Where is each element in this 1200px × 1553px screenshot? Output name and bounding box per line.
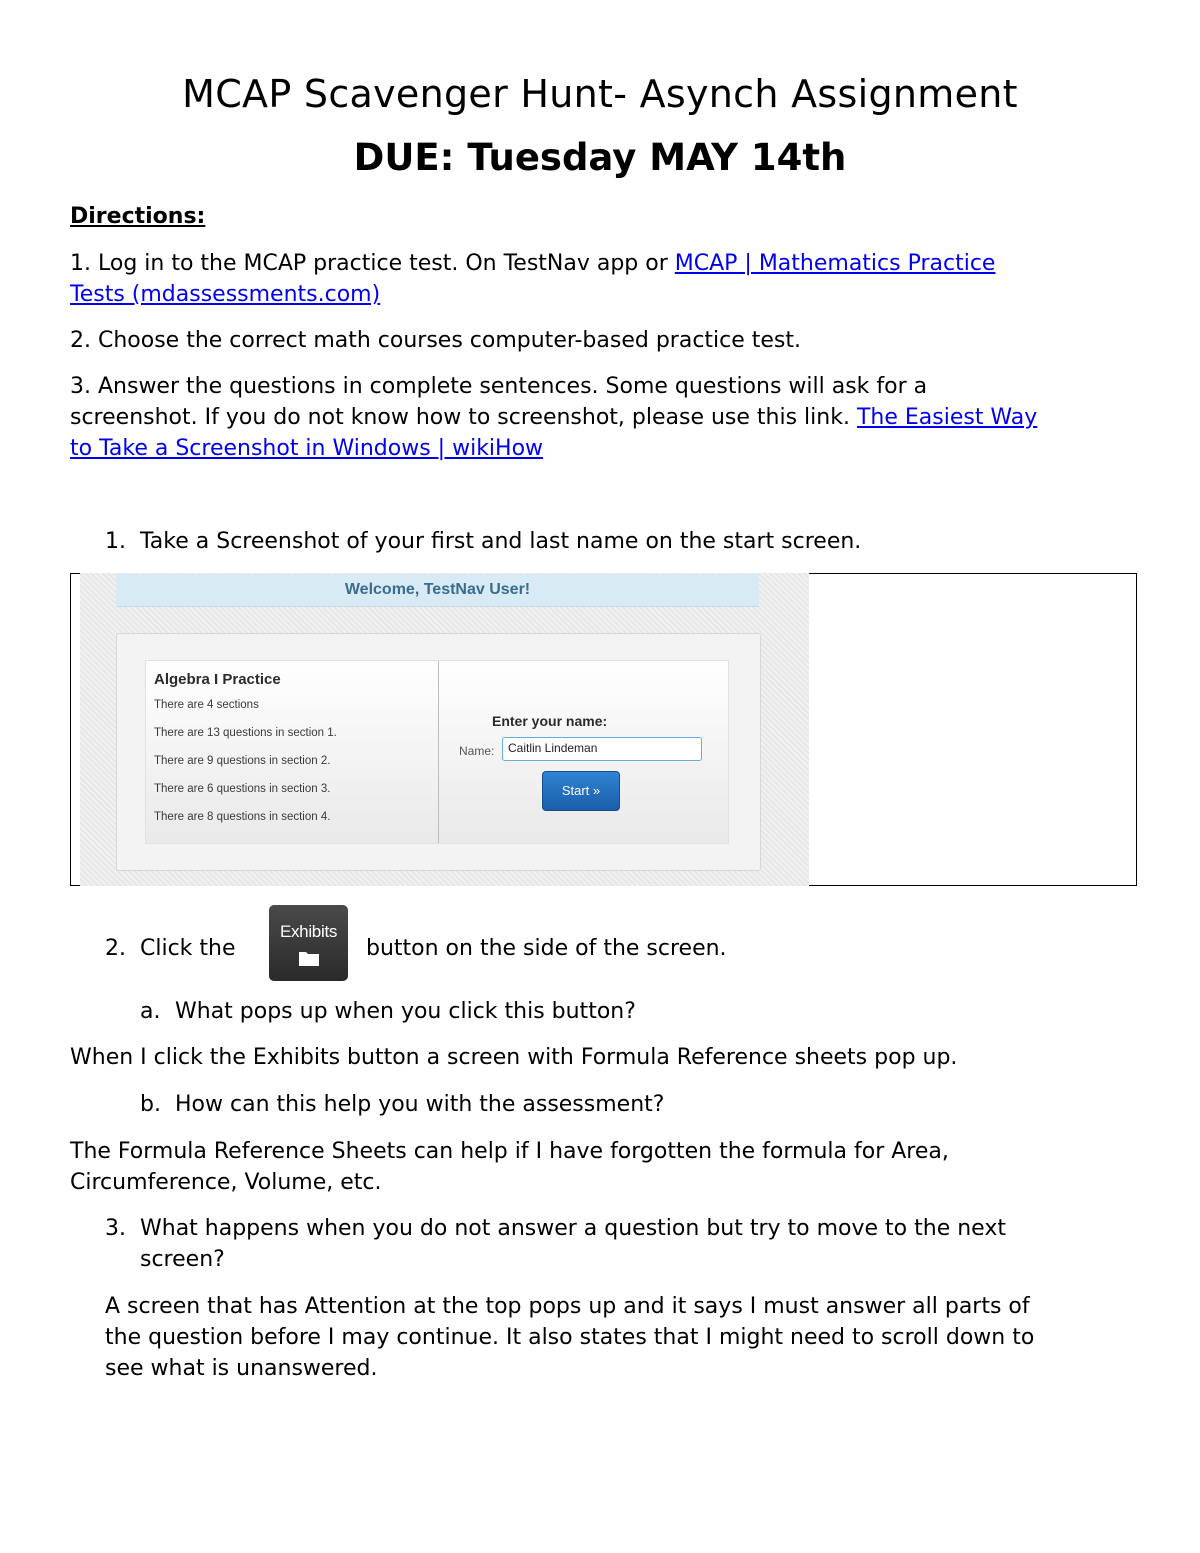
direction-step-1-text: 1. Log in to the MCAP practice test. On TestNav app or: [70, 251, 675, 276]
answer-2b-cont: Circumference, Volume, etc.: [70, 1170, 382, 1195]
shot-section-line: There are 6 questions in section 3.: [154, 783, 331, 795]
shot-course-title: Algebra I Practice: [154, 671, 281, 688]
shot-section-line: There are 8 questions in section 4.: [154, 811, 331, 823]
question-2-before: Click the: [140, 936, 236, 961]
shot-section-line: There are 13 questions in section 1.: [154, 727, 337, 739]
testnav-start-screenshot: [80, 573, 809, 886]
question-2b-text: How can this help you with the assessment?: [175, 1092, 665, 1117]
shot-welcome-banner: Welcome, TestNav User!: [116, 574, 759, 607]
wikihow-screenshot-link-cont[interactable]: to Take a Screenshot in Windows | wikiHow: [70, 436, 544, 461]
question-2: [105, 933, 236, 964]
question-2-number: 2.: [105, 936, 126, 961]
question-2a-letter: a.: [140, 999, 161, 1024]
mcap-practice-tests-link-cont[interactable]: Tests (mdassessments.com): [70, 282, 381, 307]
document-title: MCAP Scavenger Hunt- Asynch Assignment: [182, 72, 1018, 116]
question-2a-text: What pops up when you click this button?: [175, 999, 636, 1024]
shot-start-button: Start »: [542, 771, 620, 811]
answer-3: A screen that has Attention at the top pops up and it says I must answer all parts of: [105, 1294, 1030, 1319]
wikihow-screenshot-link[interactable]: The Easiest Way: [856, 405, 1038, 430]
question-3-text: What happens when you do not answer a question but try to move to the next: [140, 1216, 1006, 1241]
direction-step-3: 3. Answer the questions in complete sentences. Some questions will ask for a: [70, 374, 928, 399]
exhibits-button-label: Exhibits: [279, 922, 338, 941]
direction-step-3-cont: [70, 402, 1037, 433]
exhibits-button-image: [269, 905, 348, 981]
direction-step-2: 2. Choose the correct math courses computer-based practice test.: [70, 328, 802, 353]
shot-section-line: There are 9 questions in section 2.: [154, 755, 331, 767]
question-3: [105, 1213, 1006, 1244]
answer-3-cont: the question before I may continue. It also states that I might need to scroll down to: [105, 1325, 1035, 1350]
shot-name-label: Name:: [459, 744, 495, 758]
direction-step-3-link-cont: [70, 433, 543, 464]
directions-heading: Directions:: [70, 204, 206, 229]
shot-inner-panel: [145, 660, 729, 844]
shot-enter-name-heading: Enter your name:: [492, 713, 608, 729]
shot-name-input: Caitlin Lindeman: [502, 737, 702, 761]
question-1-number: 1.: [105, 529, 126, 554]
question-2-after: button on the side of the screen.: [366, 936, 727, 961]
question-1: [105, 526, 861, 557]
question-2a: [140, 996, 636, 1027]
mcap-practice-tests-link[interactable]: MCAP | Mathematics Practice: [674, 251, 996, 276]
shot-section-line: There are 4 sections: [154, 699, 259, 711]
answer-3-cont-2: see what is unanswered.: [105, 1356, 378, 1381]
due-date: DUE: Tuesday MAY 14th: [353, 136, 847, 179]
question-2b: [140, 1089, 664, 1120]
answer-2b: The Formula Reference Sheets can help if I have forgotten the formula for Area,: [70, 1139, 949, 1164]
direction-step-1: [70, 248, 995, 279]
direction-step-3-text: screenshot. If you do not know how to screenshot, please use this link.: [70, 405, 857, 430]
shot-panel: [116, 633, 761, 871]
direction-step-1-cont: [70, 279, 380, 310]
folder-icon: [298, 949, 320, 967]
question-3-number: 3.: [105, 1216, 126, 1241]
question-3-cont: screen?: [140, 1247, 225, 1272]
question-2b-letter: b.: [140, 1092, 161, 1117]
answer-2a: When I click the Exhibits button a screen with Formula Reference sheets pop up.: [70, 1045, 958, 1070]
question-1-text: Take a Screenshot of your first and last name on the start screen.: [140, 529, 862, 554]
shot-divider: [438, 661, 439, 843]
